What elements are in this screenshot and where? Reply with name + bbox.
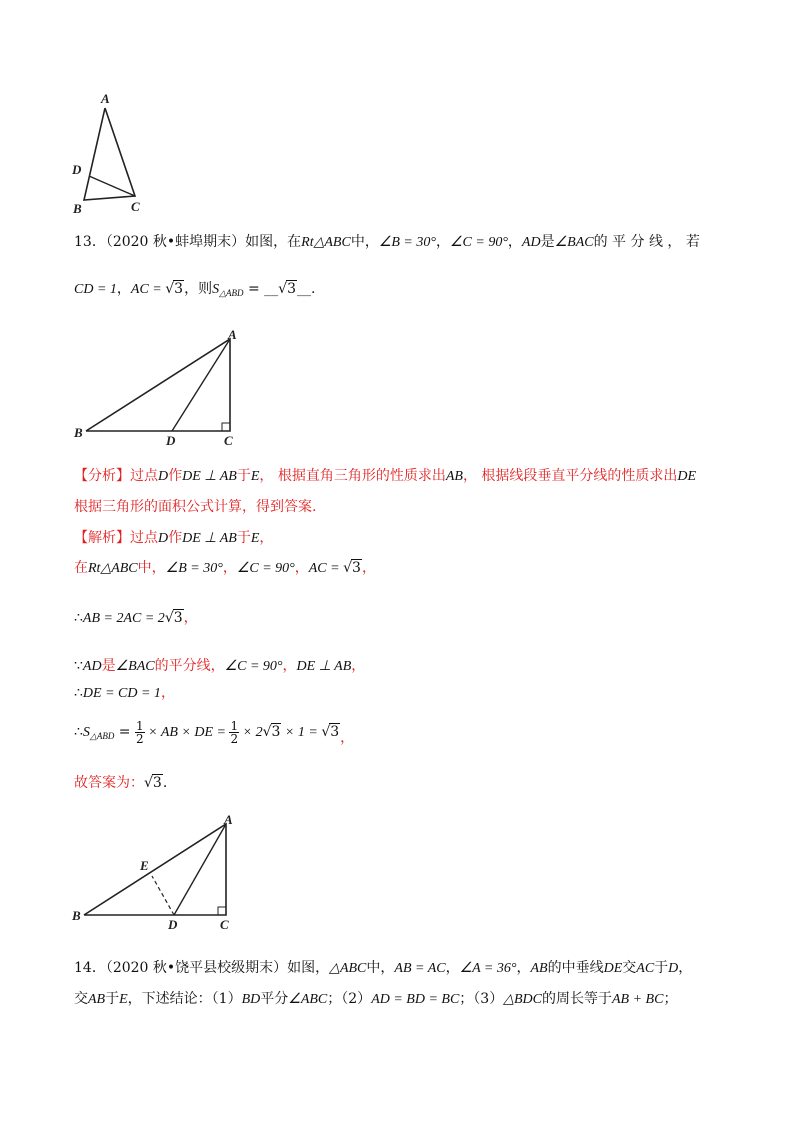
text: 作 bbox=[168, 530, 183, 546]
solution-line-1 bbox=[74, 528, 740, 549]
figure-triangle-2 bbox=[70, 325, 250, 450]
fraction-half bbox=[229, 720, 239, 745]
problem-number: 13． bbox=[74, 234, 106, 250]
label-b: B bbox=[72, 908, 81, 923]
math-sqrt: 3 bbox=[352, 560, 361, 576]
math-triangle: △ABC bbox=[329, 961, 367, 976]
math-e: E bbox=[119, 992, 128, 1007]
text: 交 bbox=[74, 991, 88, 1007]
text: ， 根据直角三角形的性质求出 bbox=[259, 468, 446, 484]
text: . bbox=[162, 775, 168, 791]
text: ； bbox=[663, 991, 678, 1007]
text: ， bbox=[351, 658, 366, 674]
solution-line-7: 故答案为：√3. bbox=[74, 775, 168, 791]
text: 的平分线， bbox=[154, 658, 225, 674]
answer-blank: __ bbox=[264, 281, 279, 297]
math-equality: AD = BD = BC bbox=[371, 992, 460, 1007]
triangle-abc-outline bbox=[84, 824, 226, 915]
problem-source: （2020 秋•饶平县校级期末） bbox=[105, 960, 288, 976]
label-b: B bbox=[74, 425, 83, 440]
math-angle-b: ∠B = 30° bbox=[165, 561, 223, 576]
math-expr: × AB × DE = bbox=[144, 725, 230, 740]
text: ， bbox=[294, 560, 309, 576]
triangle-abc-outline bbox=[86, 339, 230, 431]
math-expr: × 1 = bbox=[281, 725, 322, 740]
text: 中， bbox=[350, 234, 379, 250]
text: 如图，在 bbox=[245, 234, 302, 250]
math-angle-c: ∠C = 90° bbox=[236, 561, 295, 576]
text: = bbox=[114, 724, 135, 740]
solution-tag: 【解析】 bbox=[74, 530, 130, 546]
label-c: C bbox=[131, 199, 140, 214]
text: 根据三角形的面积公式计算，得到答案. bbox=[74, 499, 317, 515]
figure-triangle-3 bbox=[70, 810, 250, 935]
numerator: 1 bbox=[230, 718, 239, 733]
solution-line-5 bbox=[74, 683, 740, 704]
math-expr: DE = CD = 1 bbox=[82, 686, 161, 701]
segment-ad bbox=[174, 824, 226, 915]
analysis-line-1 bbox=[74, 466, 740, 487]
text: ；（3） bbox=[459, 991, 504, 1007]
fraction-half bbox=[135, 720, 145, 745]
segment-ad bbox=[172, 339, 230, 431]
problem-source: （2020 秋•蚌埠期末） bbox=[105, 234, 246, 250]
label-c: C bbox=[220, 917, 229, 932]
therefore-symbol: ∴ bbox=[74, 724, 83, 740]
math-perp: DE ⊥ AB bbox=[296, 659, 352, 674]
label-a: A bbox=[101, 91, 110, 106]
math-ac: AC bbox=[636, 961, 655, 976]
label-e: E bbox=[140, 858, 149, 873]
math-equality: AB = AC bbox=[394, 961, 446, 976]
math-d: D bbox=[668, 961, 679, 976]
math-de: DE bbox=[677, 469, 697, 484]
math-ab: AB bbox=[530, 961, 548, 976]
problem-number: 14． bbox=[74, 960, 106, 976]
text: ， bbox=[282, 658, 297, 674]
math-d: D bbox=[158, 469, 169, 484]
math-e: E bbox=[250, 469, 260, 484]
math-ab: AB bbox=[445, 469, 463, 484]
text: = bbox=[243, 281, 265, 297]
label-c: C bbox=[224, 433, 233, 448]
figure-triangle-1 bbox=[70, 90, 160, 220]
answer-blank: __ bbox=[297, 281, 311, 297]
math-area bbox=[83, 725, 114, 740]
math-angle-a: ∠A = 36° bbox=[459, 961, 517, 976]
label-d: D bbox=[168, 917, 178, 932]
text: ， bbox=[222, 560, 237, 576]
text: ；（2） bbox=[327, 991, 372, 1007]
solution-line-2: 在Rt△ABC中，∠B = 30°，∠C = 90°，AC = √3， bbox=[74, 560, 376, 576]
problem-14-line-2 bbox=[74, 989, 740, 1010]
problem-13-line-1 bbox=[74, 232, 740, 253]
answer-value: 3 bbox=[287, 281, 296, 297]
text: 的周长等于 bbox=[542, 991, 612, 1007]
text: 如图， bbox=[287, 960, 330, 976]
text: 中， bbox=[137, 560, 166, 576]
area-subscript: △ABD bbox=[89, 731, 115, 741]
math-triangle: Rt△ABC bbox=[88, 561, 138, 576]
solution-line-3: ∴AB = 2AC = 2√3， bbox=[74, 610, 198, 626]
math-sqrt: 3 bbox=[173, 610, 183, 626]
label-d: D bbox=[166, 433, 176, 448]
analysis-line-2 bbox=[74, 497, 740, 517]
triangle-abc-outline bbox=[84, 108, 135, 200]
text: ，则 bbox=[184, 281, 213, 297]
text: 交 bbox=[622, 960, 637, 976]
text: 的 平 分 线 ， 若 bbox=[593, 234, 700, 250]
right-angle-mark bbox=[218, 907, 226, 915]
text: 故答案为： bbox=[74, 775, 144, 791]
denominator: 2 bbox=[230, 731, 239, 746]
label-a: A bbox=[228, 327, 237, 342]
math-expr: AB = 2AC = 2 bbox=[82, 611, 165, 626]
text: 过点 bbox=[130, 530, 158, 546]
text: ， bbox=[340, 730, 355, 746]
text: 中， bbox=[366, 960, 395, 976]
text: ， bbox=[259, 530, 274, 546]
math-ad: AD bbox=[521, 235, 541, 250]
text: ， bbox=[361, 560, 376, 576]
math-sum: AB + BC bbox=[612, 992, 664, 1007]
solution-line-6: $\therefore S_{\triangle ABD}$ = $\frac{1}{2}$ × AB × DE = $\frac{1}{2}$ × 2√3 × 1 = √3， bbox=[74, 718, 355, 746]
math-triangle: Rt△ABC bbox=[301, 235, 351, 250]
right-angle-mark bbox=[222, 423, 230, 431]
math-angle-bac: ∠BAC bbox=[554, 235, 594, 250]
label-a: A bbox=[224, 812, 233, 827]
therefore-symbol: ∴ bbox=[74, 685, 83, 701]
math-sqrt: 3 bbox=[152, 775, 162, 791]
math-angle-bac: ∠BAC bbox=[115, 659, 155, 674]
text: 是 bbox=[540, 234, 555, 250]
math-e: E bbox=[250, 531, 260, 546]
text: 平分 bbox=[260, 991, 289, 1007]
math-ac: AC = bbox=[308, 561, 344, 576]
text: . bbox=[311, 281, 316, 297]
math-sqrt: 3 bbox=[271, 724, 281, 740]
math-triangle-bdc: △BDC bbox=[503, 992, 542, 1007]
text: 于 bbox=[654, 960, 669, 976]
math-cd: CD = 1 bbox=[74, 282, 117, 297]
text: 于 bbox=[236, 468, 251, 484]
segment-de-dashed bbox=[152, 876, 174, 915]
text: ， bbox=[445, 960, 460, 976]
text: ， bbox=[160, 685, 175, 701]
math-sqrt: 3 bbox=[330, 724, 340, 740]
text: ，下述结论：（1） bbox=[127, 991, 242, 1007]
text: 在 bbox=[74, 560, 88, 576]
math-d: D bbox=[158, 531, 169, 546]
text: ， bbox=[435, 234, 450, 250]
math-ac: AC = bbox=[130, 282, 166, 297]
text: ， bbox=[678, 960, 693, 976]
text: 于 bbox=[236, 530, 251, 546]
text: 的中垂线 bbox=[547, 960, 604, 976]
math-bd: BD bbox=[241, 992, 261, 1007]
label-d: D bbox=[72, 162, 82, 177]
label-b: B bbox=[73, 201, 82, 216]
math-ab: AB bbox=[88, 992, 106, 1007]
area-subscript: △ABD bbox=[219, 288, 244, 298]
math-ad: AD bbox=[82, 659, 102, 674]
analysis-tag: 【分析】 bbox=[74, 468, 130, 484]
text: 过点 bbox=[130, 468, 158, 484]
math-angle-c: ∠C = 90° bbox=[449, 235, 508, 250]
solution-line-4 bbox=[74, 656, 740, 677]
text: 是 bbox=[101, 658, 116, 674]
math-angle-abc: ∠ABC bbox=[288, 992, 328, 1007]
text: 于 bbox=[105, 991, 120, 1007]
denominator: 2 bbox=[135, 731, 144, 746]
therefore-symbol: ∴ bbox=[74, 610, 83, 626]
problem-13-line-2: CD = 1，AC = √3，则$S_{\triangle ABD}$ = __√3__. bbox=[74, 281, 316, 298]
math-de: DE bbox=[603, 961, 623, 976]
text: 作 bbox=[168, 468, 183, 484]
numerator: 1 bbox=[135, 718, 144, 733]
math-angle-c: ∠C = 90° bbox=[224, 659, 283, 674]
text: ， bbox=[516, 960, 531, 976]
math-perp: DE ⊥ AB bbox=[182, 469, 237, 484]
text: ， 根据线段垂直平分线的性质求出 bbox=[462, 468, 678, 484]
area-symbol: S bbox=[82, 725, 90, 740]
math-perp: DE ⊥ AB bbox=[182, 531, 237, 546]
segment-dc bbox=[89, 176, 135, 196]
math-expr: × 2 bbox=[239, 725, 263, 740]
area-symbol: S bbox=[212, 282, 220, 297]
because-symbol: ∵ bbox=[74, 658, 83, 674]
math-angle-b: ∠B = 30° bbox=[378, 235, 436, 250]
text: ， bbox=[507, 234, 522, 250]
text: ， bbox=[183, 610, 198, 626]
text: ， bbox=[116, 281, 131, 297]
problem-14-line-1 bbox=[74, 958, 740, 979]
math-area bbox=[212, 282, 243, 297]
math-sqrt: 3 bbox=[174, 281, 184, 297]
